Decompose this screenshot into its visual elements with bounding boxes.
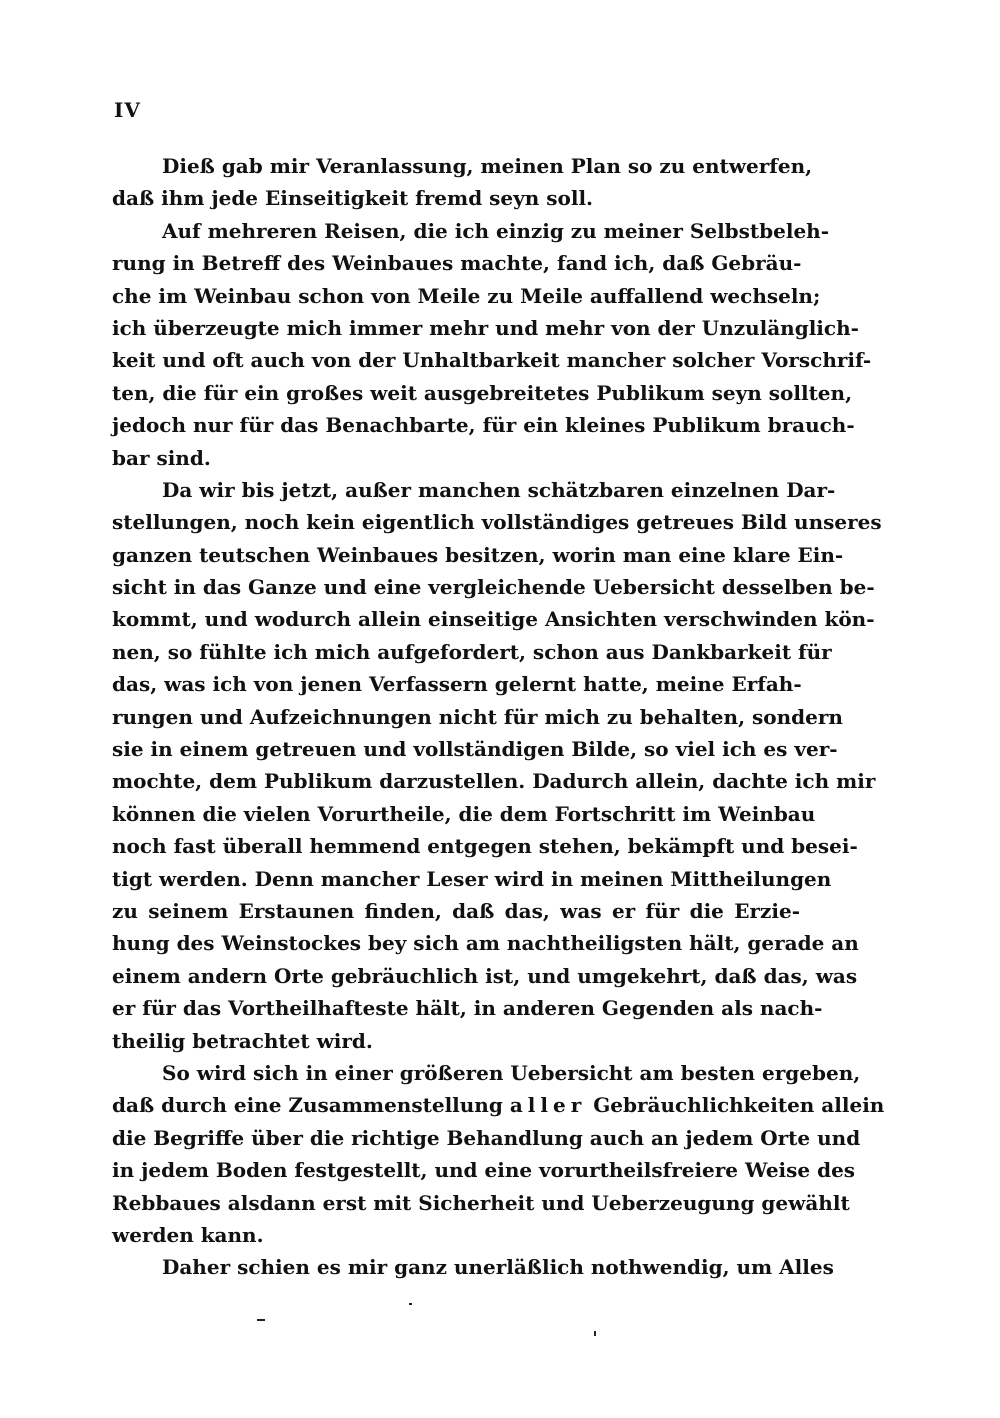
- text-line: ten, die für ein großes weit ausgebreitetes Publikum seyn sollten,: [112, 380, 853, 405]
- body-text: [112, 150, 885, 1284]
- text-line: einem andern Orte gebräuchlich ist, und umgekehrt, daß das, was: [112, 963, 858, 988]
- text-line: Da wir bis jetzt, außer manchen schätzbaren einzelnen Dar-: [162, 477, 836, 502]
- text-segment: daß durch eine Zusammenstellung: [112, 1093, 503, 1118]
- text-line: bar sind.: [112, 445, 211, 470]
- text-line: zu seinem Erstaunen finden, daß das, was er für die Erzie-: [112, 898, 800, 923]
- text-line: das, was ich von jenen Verfassern gelernt hatte, meine Erfah-: [112, 672, 802, 697]
- text-line: Daher schien es mir ganz unerläßlich nothwendig, um Alles: [162, 1255, 834, 1280]
- text-line: die Begriffe über die richtige Behandlung auch an jedem Orte und: [112, 1125, 861, 1150]
- ink-speck: [594, 1331, 596, 1336]
- text-line: rung in Betreff des Weinbaues machte, fand ich, daß Gebräu-: [112, 251, 802, 276]
- text-line: Auf mehreren Reisen, die ich einzig zu meiner Selbstbeleh-: [162, 218, 830, 243]
- text-line: Rebbaues alsdann erst mit Sicherheit und Ueberzeugung gewählt: [112, 1190, 850, 1215]
- text-line: ich überzeugte mich immer mehr und mehr von der Unzulänglich-: [112, 315, 859, 340]
- text-line: stellungen, noch kein eigentlich vollständiges getreues Bild unseres: [112, 510, 882, 535]
- text-line: Dieß gab mir Veranlassung, meinen Plan so zu entwerfen,: [162, 154, 813, 178]
- text-line: noch fast überall hemmend entgegen stehen, bekämpft und besei-: [112, 834, 858, 859]
- text-line: sicht in das Ganze und eine vergleichende Uebersicht desselben be-: [112, 575, 875, 600]
- emphasized-word: aller: [509, 1093, 587, 1118]
- text-line: [112, 1089, 885, 1121]
- text-line: So wird sich in einer größeren Uebersicht am besten ergeben,: [162, 1060, 861, 1085]
- text-line: kommt, und wodurch allein einseitige Ansichten verschwinden kön-: [112, 607, 875, 632]
- text-line: mochte, dem Publikum darzustellen. Dadurch allein, dachte ich mir: [112, 769, 876, 794]
- text-line: er für das Vortheilhafteste hält, in anderen Gegenden als nach-: [112, 996, 823, 1021]
- text-line: in jedem Boden festgestellt, und eine vorurtheilsfreiere Weise des: [112, 1158, 856, 1183]
- text-line: ganzen teutschen Weinbaues besitzen, worin man eine klare Ein-: [112, 542, 844, 567]
- text-line: hung des Weinstockes bey sich am nachtheiligsten hält, gerade an: [112, 931, 859, 956]
- page-number: IV: [114, 98, 141, 122]
- text-line: können die vielen Vorurtheile, die dem Fortschritt im Weinbau: [112, 801, 816, 826]
- text-line: che im Weinbau schon von Meile zu Meile auffallend wechseln;: [112, 283, 821, 308]
- text-segment: Gebräuchlichkeiten allein: [593, 1093, 885, 1118]
- ink-speck: [257, 1319, 265, 1321]
- text-line: werden kann.: [112, 1222, 264, 1247]
- text-line: keit und oft auch von der Unhaltbarkeit mancher solcher Vorschrif-: [112, 348, 872, 373]
- text-line: jedoch nur für das Benachbarte, für ein kleines Publikum brauch-: [112, 413, 855, 438]
- ink-speck: [409, 1303, 412, 1305]
- text-line: theilig betrachtet wird.: [112, 1028, 373, 1053]
- text-line: tigt werden. Denn mancher Leser wird in meinen Mittheilungen: [112, 866, 832, 891]
- text-line: sie in einem getreuen und vollständigen Bilde, so viel ich es ver-: [112, 737, 838, 762]
- text-line: nen, so fühlte ich mich aufgefordert, schon aus Dankbarkeit für: [112, 639, 832, 664]
- text-line: rungen und Aufzeichnungen nicht für mich zu behalten, sondern: [112, 704, 843, 729]
- text-line: daß ihm jede Einseitigkeit fremd seyn soll.: [112, 186, 594, 211]
